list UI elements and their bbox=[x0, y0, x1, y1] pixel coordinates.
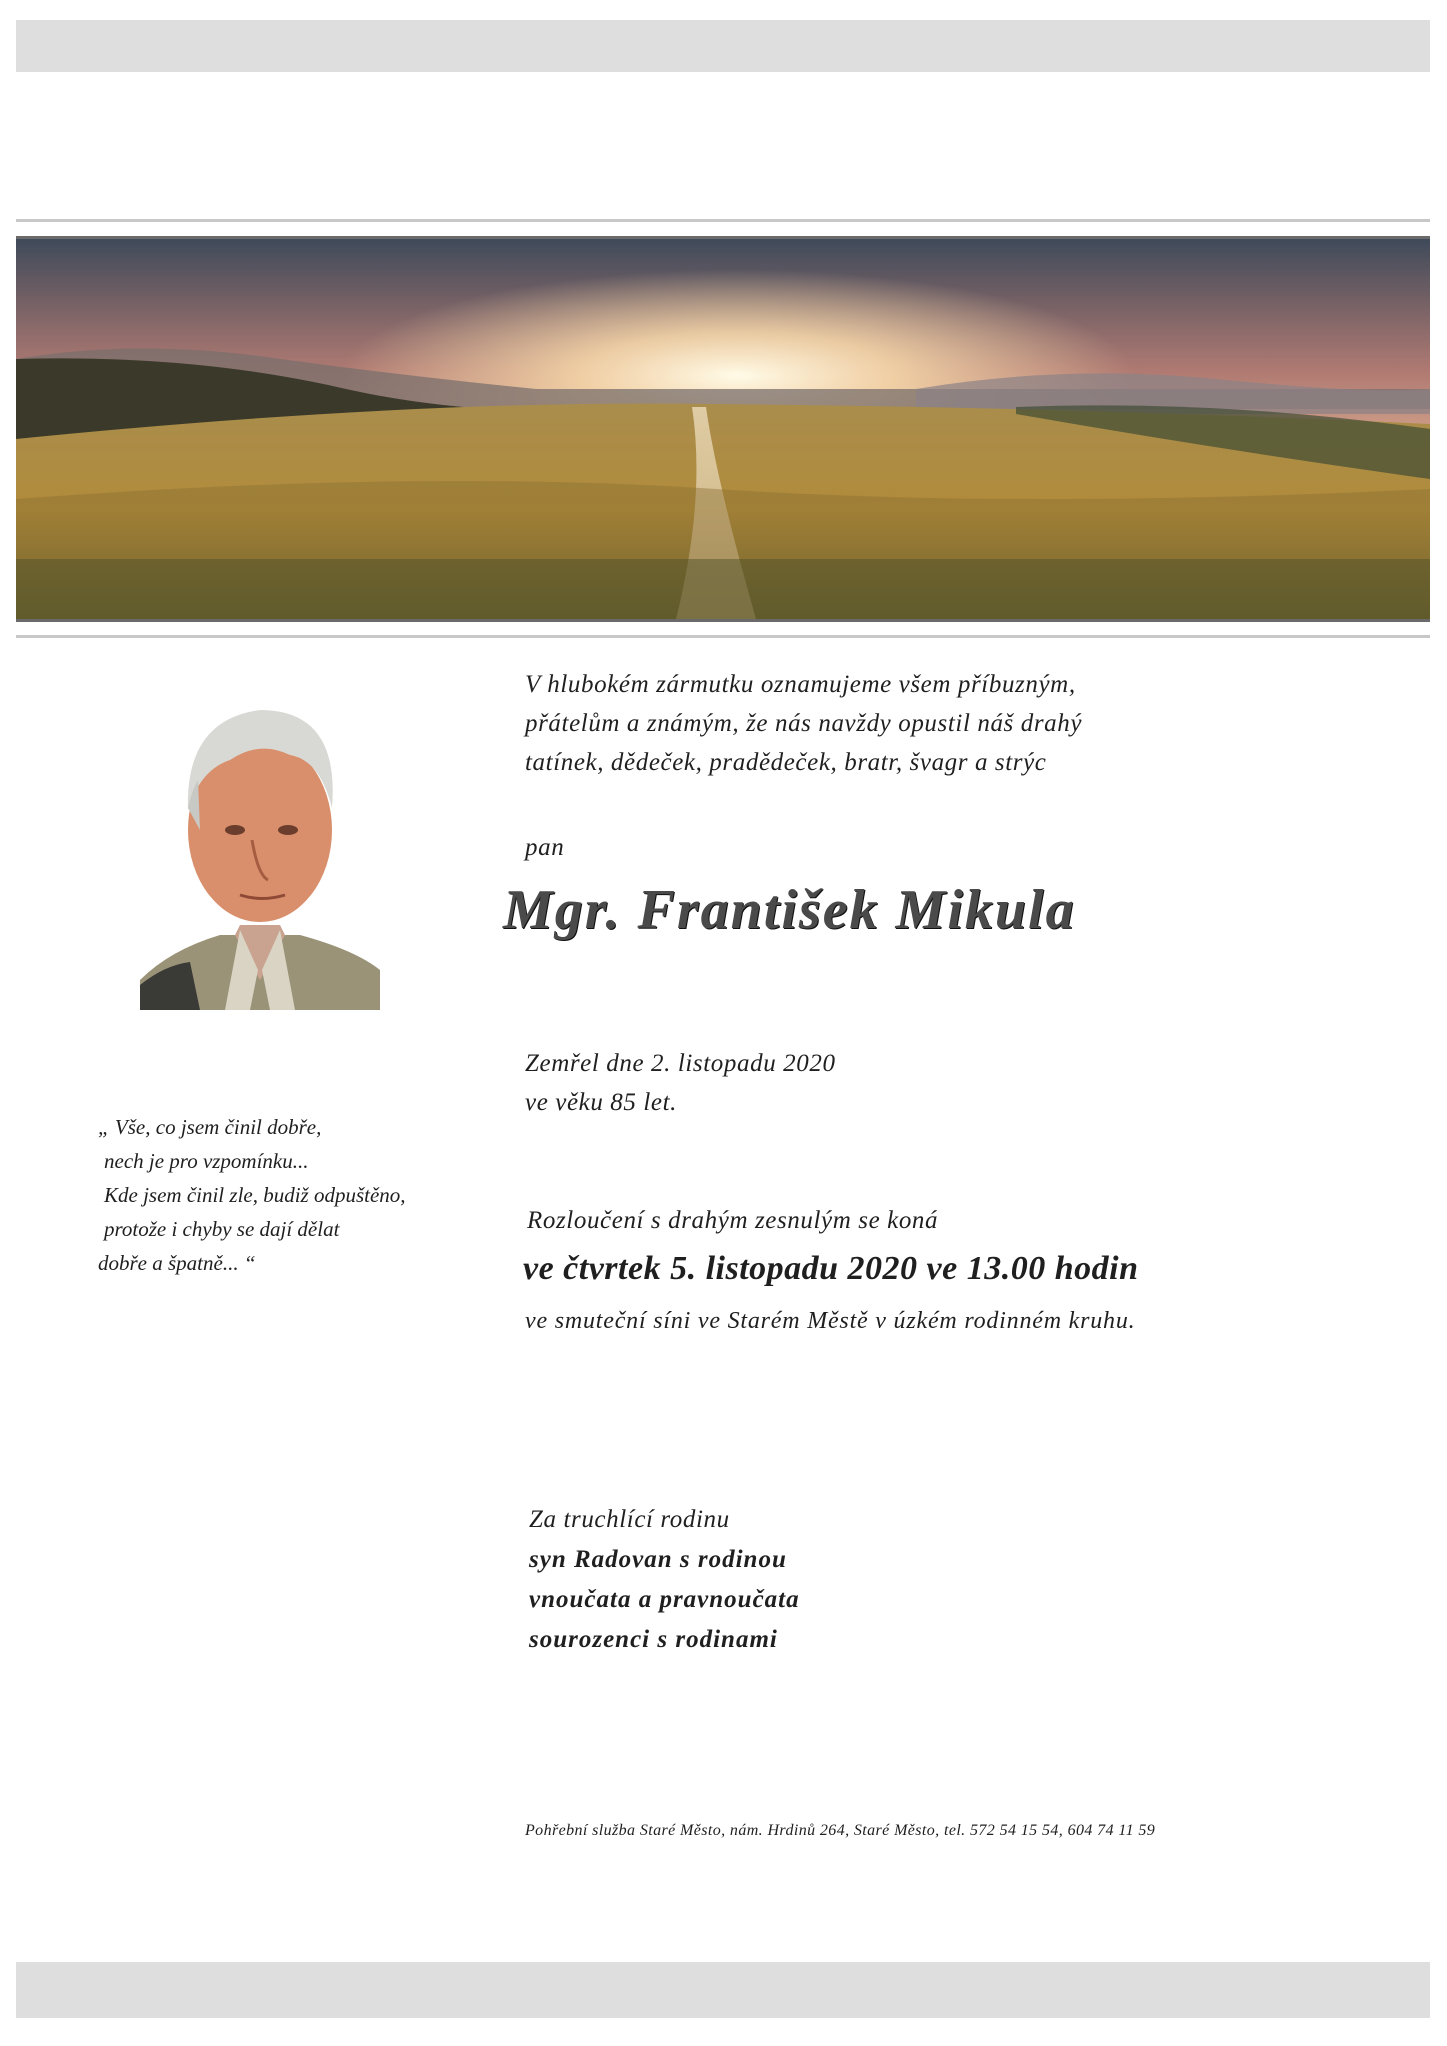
quote-line: dobře a špatně... “ bbox=[98, 1251, 256, 1275]
quote-line: nech je pro vzpomínku... bbox=[104, 1149, 309, 1173]
family-member: syn Radovan s rodinou bbox=[529, 1546, 787, 1573]
quote-line: Kde jsem činil zle, budiž odpuštěno, bbox=[104, 1183, 406, 1207]
farewell-intro: Rozloučení s drahým zesnulým se koná bbox=[527, 1207, 939, 1234]
death-date: Zemřel dne 2. listopadu 2020 bbox=[525, 1050, 836, 1077]
family-member: sourozenci s rodinami bbox=[529, 1626, 778, 1653]
announcement-line: přátelům a známým, že nás navždy opustil náš drahý bbox=[525, 710, 1083, 737]
farewell-place: ve smuteční síni ve Starém Městě v úzkém rodinném kruhu. bbox=[525, 1308, 1136, 1334]
announcement-line: V hlubokém zármutku oznamujeme všem příbuzným, bbox=[525, 671, 1076, 698]
quote-line: protože i chyby se dají dělat bbox=[104, 1217, 340, 1241]
family-heading: Za truchlící rodinu bbox=[529, 1506, 730, 1533]
deceased-portrait-image bbox=[140, 680, 380, 1010]
top-divider bbox=[16, 219, 1430, 222]
landscape-banner bbox=[16, 236, 1430, 622]
bottom-gray-band bbox=[16, 1962, 1430, 2018]
family-signature bbox=[529, 1500, 800, 1660]
announcement-text bbox=[525, 665, 1225, 782]
death-age: ve věku 85 let. bbox=[525, 1089, 677, 1116]
top-gray-band bbox=[16, 20, 1430, 72]
quote-line: „ Vše, co jsem činil dobře, bbox=[98, 1115, 322, 1139]
announcement-line: tatínek, dědeček, pradědeček, bratr, švagr a strýc bbox=[525, 749, 1047, 776]
portrait-photo bbox=[140, 680, 380, 1010]
honorific: pan bbox=[525, 834, 565, 861]
deceased-name: Mgr. František Mikula bbox=[503, 879, 1076, 941]
memorial-quote bbox=[98, 1110, 406, 1280]
wheat-field-sunset-image bbox=[16, 239, 1430, 619]
farewell-date: ve čtvrtek 5. listopadu 2020 ve 13.00 hodin bbox=[523, 1250, 1139, 1287]
bottom-divider bbox=[16, 635, 1430, 638]
death-details bbox=[525, 1044, 836, 1122]
funeral-service-footer: Pohřební služba Staré Město, nám. Hrdinů 264, Staré Město, tel. 572 54 15 54, 604 74 11 59 bbox=[525, 1822, 1156, 1839]
family-member: vnoučata a pravnoučata bbox=[529, 1586, 800, 1613]
